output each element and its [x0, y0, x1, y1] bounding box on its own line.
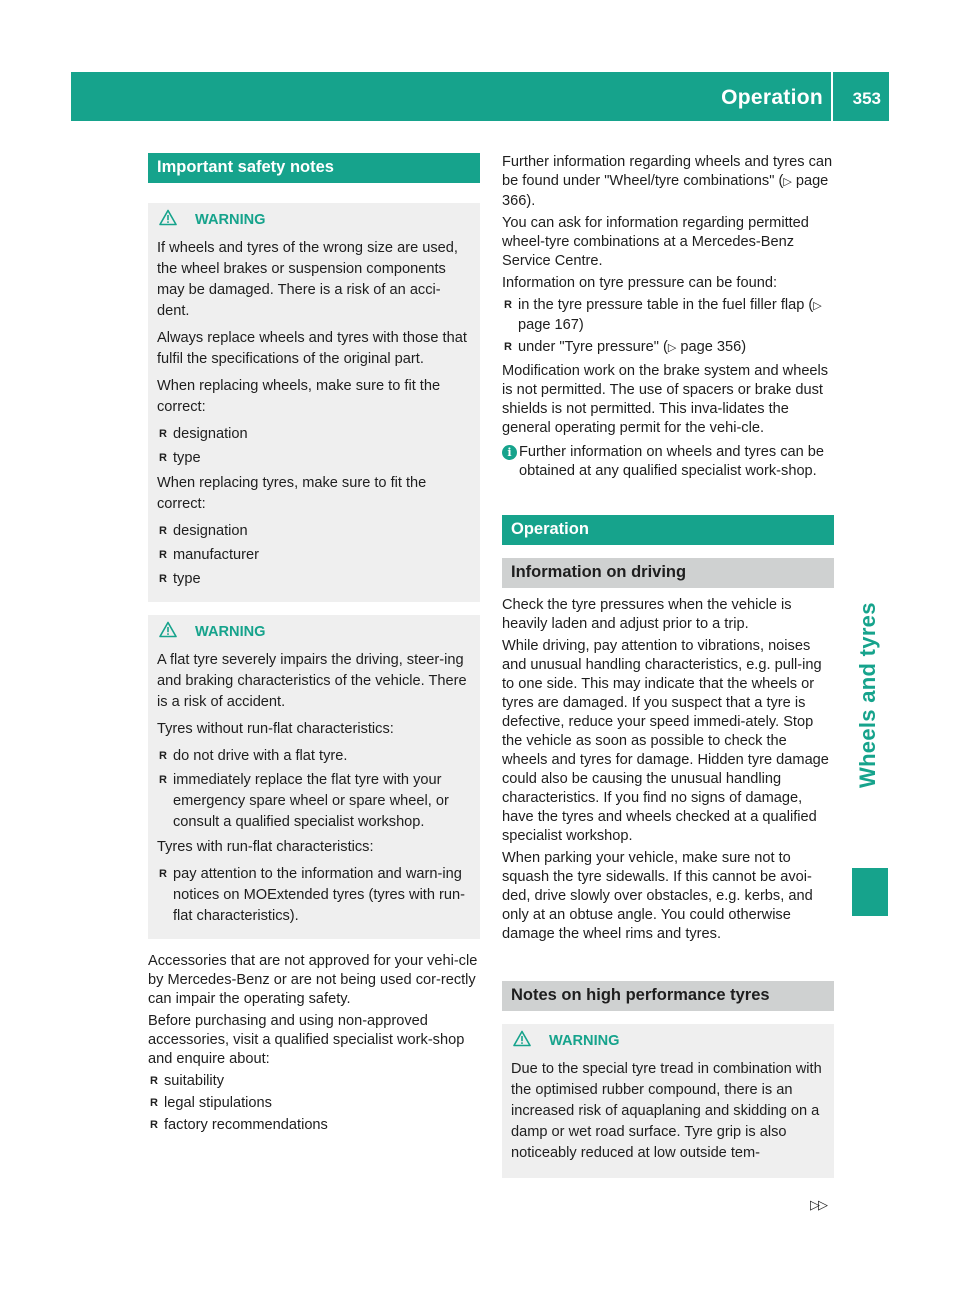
list-item: R immediately replace the flat tyre with your emergency spare wheel or spare wheel, or consult a qualified specialist workshop. — [159, 772, 449, 830]
page-ref-arrow-icon: ▷ — [667, 342, 677, 354]
list-item: R legal stipulations — [150, 1095, 272, 1111]
page-ref-arrow-icon: ▷ — [813, 300, 822, 312]
page-ref-arrow-icon: ▷ — [783, 176, 792, 188]
body-paragraph: Before purchasing and using non-approved accessories, visit a qualified specialist work-shop and enquire about: — [148, 1013, 465, 1067]
tyre-fit-list — [157, 521, 472, 590]
wheel-fit-list — [157, 424, 472, 469]
body-paragraph: You can ask for information regarding permitted wheel-tyre combinations at a Mercedes-Benz Service Centre. — [502, 215, 809, 269]
left-column — [148, 153, 480, 1139]
warning-box-flat-tyre — [148, 615, 480, 939]
warning-title: WARNING — [157, 209, 472, 232]
warning-box-wheel-size — [148, 203, 480, 602]
body-paragraph: While driving, pay attention to vibrations, noises and unusual handling characteristics, e.g. pull-ing to one side. This may indicate that the wheels or tyres are damaged. If you suspect that a tyre is defective, reduce your speed immedi-ately. Stop the vehicle as soon as possible to check the wheels and tyres for damage. Hidden tyre damage could also be causing the unusual handling characteristics. If you find no signs of damage, have the tyres and wheels checked at a qualified specialist workshop. — [502, 638, 829, 844]
body-paragraph: Further information regarding wheels and tyres can be found under "Wheel/tyre combinations" (▷ page 366). — [502, 154, 833, 209]
list-item: R pay attention to the information and warn-ing notices on MOExtended tyres (tyres with run-flat characteristics). — [159, 866, 465, 924]
body-paragraph: Information on tyre pressure can be found: — [502, 275, 778, 291]
warning-paragraph: If wheels and tyres of the wrong size are used, the wheel brakes or suspension components may be damaged. There is a risk of an acci-dent. — [157, 240, 458, 319]
body-paragraph: When parking your vehicle, make sure not to squash the tyre sidewalls. If this cannot be avoi-ded, drive slowly over obstacles, e.g. kerbs, and only at an obtuse angle. You could otherwise damage the wheel rims and tyres. — [502, 850, 813, 942]
warning-paragraph: Always replace wheels and tyres with those that fulfil the specifications of the original part. — [157, 330, 467, 367]
warning-title: WARNING — [511, 1030, 826, 1053]
warning-triangle-icon — [513, 1030, 535, 1053]
side-tab-marker — [852, 868, 888, 916]
warning-paragraph: When replacing tyres, make sure to fit the correct: — [157, 475, 427, 512]
warning-triangle-icon — [159, 209, 181, 232]
info-icon: i — [502, 445, 517, 460]
list-item: R in the tyre pressure table in the fuel filler flap (▷ page 167) — [504, 297, 822, 333]
tyre-pressure-list — [502, 296, 834, 358]
info-note: i Further information on wheels and tyres can be obtained at any qualified specialist work-shop. — [502, 443, 834, 481]
page-ref-link[interactable]: page 167) — [518, 317, 584, 333]
right-column — [502, 153, 834, 1178]
list-item: R factory recommendations — [150, 1117, 328, 1133]
warning-paragraph: Tyres without run-flat characteristics: — [157, 721, 394, 737]
header-divider — [831, 72, 833, 121]
warning-paragraph: Tyres with run-flat characteristics: — [157, 839, 374, 855]
warning-triangle-icon — [159, 621, 181, 644]
page-ref-link[interactable]: page 366). — [502, 173, 829, 209]
page-number: 353 — [852, 89, 881, 108]
list-item: R designation — [159, 426, 248, 442]
page-header — [71, 72, 889, 121]
warning-paragraph: Due to the special tyre tread in combination with the optimised rubber compound, there is an increased risk of aquaplaning and skidding on a damp or wet road surface. Tyre grip is also noticeably reduced at low outside tem- — [511, 1061, 822, 1161]
list-item: R under "Tyre pressure" (▷ page 356) — [504, 339, 747, 355]
continue-arrow-icon: ▷▷ — [810, 1197, 826, 1212]
warning-paragraph: When replacing wheels, make sure to fit the correct: — [157, 378, 441, 415]
body-paragraph: Modification work on the brake system and wheels is not permitted. The use of spacers or brake dust shields is not permitted. This inva-lidates the general operating permit for the vehi-cle. — [502, 363, 829, 436]
warning-box-aquaplaning — [502, 1024, 834, 1178]
no-runflat-list — [157, 746, 472, 833]
header-section-title: Operation — [721, 86, 823, 109]
list-item: R designation — [159, 523, 248, 539]
warning-paragraph: A flat tyre severely impairs the driving, steer-ing and braking characteristics of the vehicle. There is a risk of accident. — [157, 652, 467, 710]
heading-operation: Operation — [502, 515, 834, 545]
list-item: R type — [159, 571, 201, 587]
list-item: R do not drive with a flat tyre. — [159, 748, 348, 764]
heading-information-on-driving: Information on driving — [502, 558, 834, 588]
side-tab-label: Wheels and tyres — [855, 602, 880, 788]
list-item: R manufacturer — [159, 547, 259, 563]
heading-high-performance-tyres: Notes on high performance tyres — [502, 981, 834, 1011]
body-paragraph: Check the tyre pressures when the vehicle is heavily laden and adjust prior to a trip. — [502, 597, 792, 632]
heading-important-safety-notes: Important safety notes — [148, 153, 480, 183]
list-item: R type — [159, 450, 201, 466]
enquire-list — [148, 1072, 480, 1135]
body-paragraph: Accessories that are not approved for your vehi-cle by Mercedes-Benz or are not being used cor-rectly can impair the operating safety. — [148, 953, 478, 1007]
runflat-list — [157, 864, 472, 927]
page-ref-link[interactable]: page 356) — [676, 339, 747, 355]
list-item: R suitability — [150, 1073, 225, 1089]
warning-title: WARNING — [157, 621, 472, 644]
